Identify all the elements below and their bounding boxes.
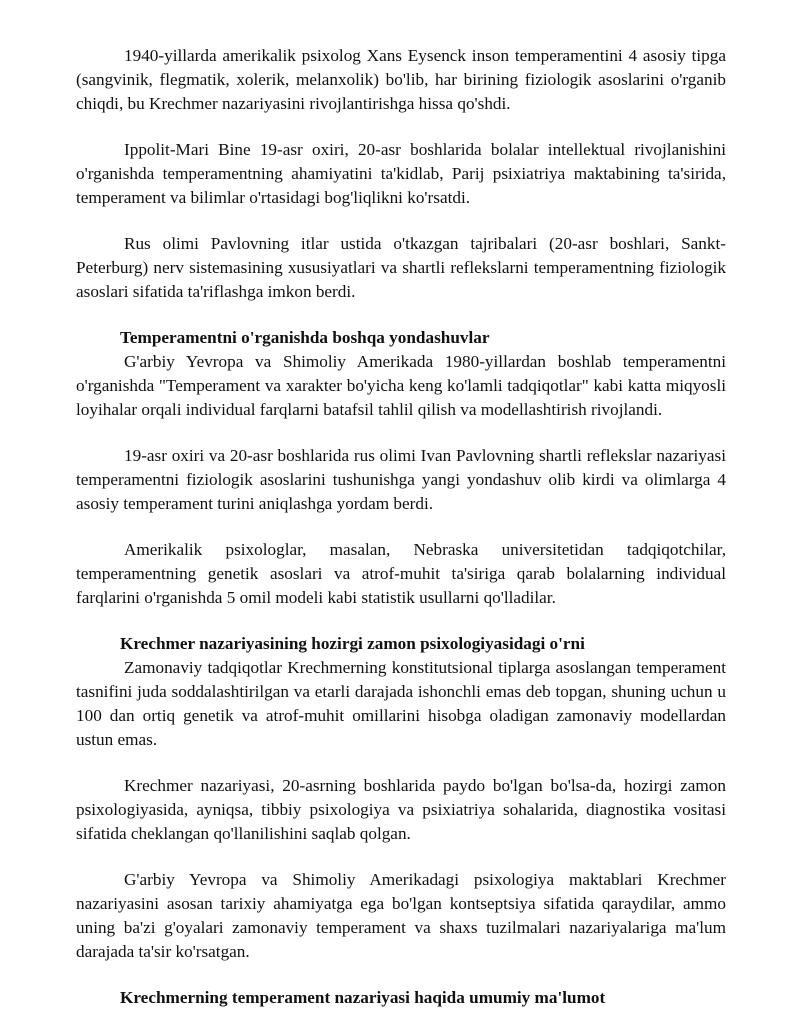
paragraph-pavlov-reflexes: 19-asr oxiri va 20-asr boshlarida rus olimi Ivan Pavlovning shartli reflekslar nazariyasi temperamentni fiziologik asoslarini tushunishga yangi yondashuv olib kirdi va olimlarga 4 asosiy temperament turini aniqlashga yordam berdi. (76, 446, 726, 513)
document-page (76, 44, 726, 1010)
paragraph-american-psychologists: Amerikalik psixologlar, masalan, Nebraska universitetidan tadqiqotchilar, temperamentning genetik asoslari va atrof-muhit ta'siriga qarab bolalarning individual farqlarini o'rganishda 5 omil modeli kabi statistik usullarni qo'lladilar. (76, 540, 726, 607)
paragraph-limited-use: Krechmer nazariyasi, 20-asrning boshlarida paydo bo'lgan bo'lsa-da, hozirgi zamon psixologiyasida, ayniqsa, tibbiy psixologiya va psixiatriya sohalarida, diagnostika vositasi sifatida cheklangan qo'llanilishini saqlab qolgan. (76, 776, 726, 843)
paragraph-historical-significance: G'arbiy Yevropa va Shimoliy Amerikadagi psixologiya maktablari Krechmer nazariyasini asosan tarixiy ahamiyatga ega bo'lgan kontseptsiya sifatida qaraydilar, ammo uning ba'zi g'oyalari zamonaviy temperament va shaxs tuzilmalari nazariyalariga ma'lum darajada ta'sir ko'rsatgan. (76, 870, 726, 961)
paragraph-modern-research: Zamonaviy tadqiqotlar Krechmerning konstitutsional tiplarga asoslangan temperament tasnifini juda soddalashtirilgan va etarli darajada ishonchli emas deb topgan, shuning uchun u 100 dan ortiq genetik va atrof-muhit omillarini hisobga oladigan zamonaviy modellardan ustun emas. (76, 658, 726, 749)
section-heading-modern-role: Krechmer nazariyasining hozirgi zamon psixologiyasidagi o'rni (120, 634, 585, 653)
section-heading-overview: Krechmerning temperament nazariyasi haqida umumiy ma'lumot (120, 988, 606, 1007)
paragraph-eysenck: 1940-yillarda amerikalik psixolog Xans Eysenck inson temperamentini 4 asosiy tipga (sangvinik, flegmatik, xolerik, melanxolik) bo'lib, har birining fiziologik asoslarini o'rganib chiqdi, bu Krechmer nazariyasini rivojlantirishga hissa qo'shdi. (76, 46, 726, 113)
paragraph-western-research: G'arbiy Yevropa va Shimoliy Amerikada 1980-yillardan boshlab temperamentni o'rganishda "Temperament va xarakter bo'yicha keng ko'lamli tadqiqotlar" kabi katta miqyosli loyihalar orqali individual farqlarni batafsil tahlil qilish va modellashtirish rivojlandi. (76, 352, 726, 419)
section-heading-other-approaches: Temperamentni o'rganishda boshqa yondashuvlar (120, 328, 490, 347)
paragraph-pavlov: Rus olimi Pavlovning itlar ustida o'tkazgan tajribalari (20-asr boshlari, Sankt-Peterburg) nerv sistemasining xususiyatlari va shartli reflekslarni temperamentning fiziologik asoslari sifatida ta'riflashga imkon berdi. (76, 234, 726, 301)
paragraph-bine: Ippolit-Mari Bine 19-asr oxiri, 20-asr boshlarida bolalar intellektual rivojlanishini o'rganishda temperamentning ahamiyatini ta'kidlab, Parij psixiatriya maktabining ta'sirida, temperament va bilimlar o'rtasidagi bog'liqlikni ko'rsatdi. (76, 140, 726, 207)
